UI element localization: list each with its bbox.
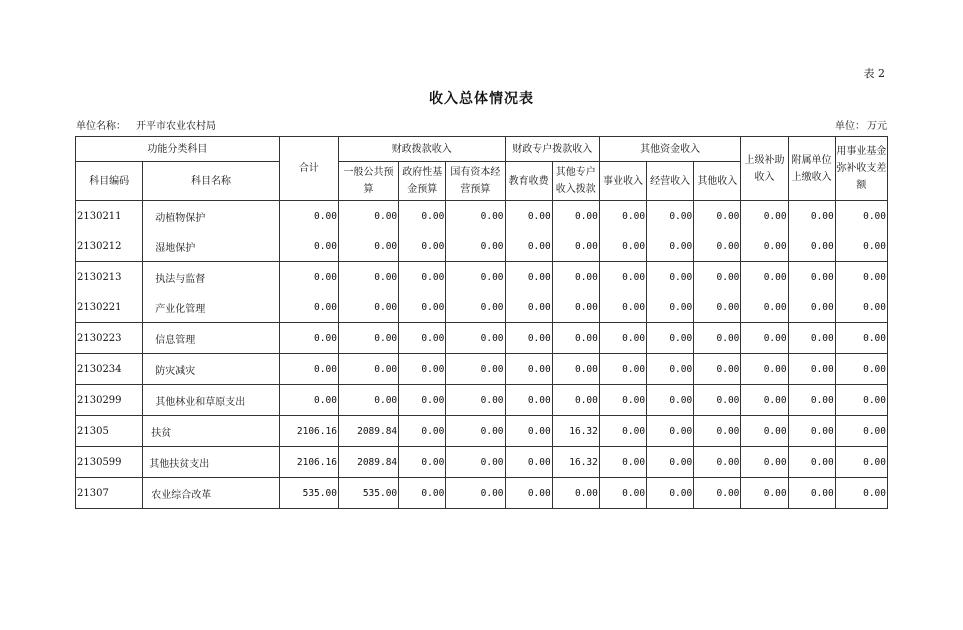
header-career-income: 事业收入 xyxy=(599,162,646,201)
subject-code-cell: 21307 xyxy=(76,478,143,509)
amount-cell: 0.00 xyxy=(647,385,694,416)
amount-cell: 0.00 xyxy=(647,292,694,323)
amount-cell: 0.00 xyxy=(647,354,694,385)
amount-cell: 0.00 xyxy=(835,416,887,447)
amount-cell: 0.00 xyxy=(446,262,505,293)
amount-cell: 0.00 xyxy=(446,354,505,385)
income-table xyxy=(75,136,888,509)
subject-name-cell: 其他林业和草原支出 xyxy=(143,385,279,416)
subject-code-cell: 2130223 xyxy=(76,323,143,354)
unit-name xyxy=(76,117,216,132)
subject-code-cell: 21305 xyxy=(76,416,143,447)
header-career-fund: 用事业基金弥补收支差额 xyxy=(835,137,887,201)
amount-cell: 0.00 xyxy=(599,416,646,447)
amount-cell: 0.00 xyxy=(338,354,398,385)
amount-cell: 0.00 xyxy=(552,292,599,323)
amount-cell: 0.00 xyxy=(599,478,646,509)
amount-cell: 0.00 xyxy=(505,231,552,262)
amount-cell: 0.00 xyxy=(505,447,552,478)
unit-name-value: 开平市农业农村局 xyxy=(136,121,216,132)
amount-cell: 0.00 xyxy=(788,201,835,232)
amount-cell: 0.00 xyxy=(599,447,646,478)
amount-cell: 0.00 xyxy=(694,231,741,262)
amount-cell: 0.00 xyxy=(647,262,694,293)
header-fiscal-alloc: 财政拨款收入 xyxy=(338,137,505,162)
amount-cell: 0.00 xyxy=(694,385,741,416)
amount-cell: 535.00 xyxy=(279,478,338,509)
header-total: 合计 xyxy=(279,137,338,201)
amount-cell: 0.00 xyxy=(505,323,552,354)
amount-cell: 0.00 xyxy=(338,385,398,416)
amount-cell: 0.00 xyxy=(741,447,788,478)
header-upper-subsidy: 上级补助收入 xyxy=(741,137,788,201)
amount-cell: 0.00 xyxy=(446,231,505,262)
amount-cell: 0.00 xyxy=(647,201,694,232)
header-state-capital: 国有资本经营预算 xyxy=(446,162,505,201)
amount-cell: 0.00 xyxy=(694,447,741,478)
table-row xyxy=(76,416,888,447)
amount-cell: 2089.84 xyxy=(338,416,398,447)
amount-cell: 0.00 xyxy=(788,354,835,385)
header-edu-fee: 教育收费 xyxy=(505,162,552,201)
amount-cell: 0.00 xyxy=(694,323,741,354)
amount-cell: 0.00 xyxy=(694,354,741,385)
amount-cell: 0.00 xyxy=(399,478,446,509)
amount-cell: 0.00 xyxy=(647,478,694,509)
amount-cell: 0.00 xyxy=(788,262,835,293)
amount-cell: 0.00 xyxy=(788,447,835,478)
amount-cell: 0.00 xyxy=(741,354,788,385)
amount-cell: 0.00 xyxy=(835,262,887,293)
amount-cell: 0.00 xyxy=(279,201,338,232)
amount-cell: 0.00 xyxy=(505,478,552,509)
table-body xyxy=(76,201,888,509)
table-row xyxy=(76,385,888,416)
header-gov-fund: 政府性基金预算 xyxy=(399,162,446,201)
table-number: 表 2 xyxy=(863,67,885,80)
amount-cell: 0.00 xyxy=(552,231,599,262)
header-other-funds: 其他资金收入 xyxy=(599,137,741,162)
amount-cell: 0.00 xyxy=(505,292,552,323)
amount-cell: 0.00 xyxy=(599,231,646,262)
amount-cell: 0.00 xyxy=(694,292,741,323)
amount-cell: 0.00 xyxy=(788,385,835,416)
amount-cell: 0.00 xyxy=(279,354,338,385)
amount-cell: 0.00 xyxy=(647,447,694,478)
amount-cell: 0.00 xyxy=(338,201,398,232)
amount-cell: 0.00 xyxy=(279,323,338,354)
subject-code-cell: 2130221 xyxy=(76,292,143,323)
amount-cell: 0.00 xyxy=(788,416,835,447)
amount-cell: 0.00 xyxy=(647,416,694,447)
amount-cell: 0.00 xyxy=(599,201,646,232)
amount-cell: 0.00 xyxy=(505,385,552,416)
amount-cell: 0.00 xyxy=(552,201,599,232)
amount-cell: 0.00 xyxy=(279,262,338,293)
amount-cell: 0.00 xyxy=(505,262,552,293)
amount-cell: 0.00 xyxy=(741,292,788,323)
amount-cell: 0.00 xyxy=(399,447,446,478)
header-func-subject: 功能分类科目 xyxy=(76,137,280,162)
page-title: 收入总体情况表 xyxy=(429,91,534,107)
amount-cell: 0.00 xyxy=(446,416,505,447)
amount-cell: 0.00 xyxy=(835,478,887,509)
amount-cell: 0.00 xyxy=(552,262,599,293)
amount-cell: 0.00 xyxy=(446,478,505,509)
subject-code-cell: 2130299 xyxy=(76,385,143,416)
amount-cell: 0.00 xyxy=(788,231,835,262)
subject-name-cell: 信息管理 xyxy=(143,323,279,354)
amount-cell: 0.00 xyxy=(694,478,741,509)
header-operating-income: 经营收入 xyxy=(647,162,694,201)
subject-name-cell: 扶贫 xyxy=(143,416,279,447)
header-general-budget: 一般公共预算 xyxy=(338,162,398,201)
amount-cell: 0.00 xyxy=(552,385,599,416)
amount-cell: 0.00 xyxy=(338,231,398,262)
subject-code-cell: 2130211 xyxy=(76,201,143,232)
amount-cell: 0.00 xyxy=(399,323,446,354)
amount-cell: 0.00 xyxy=(399,292,446,323)
currency-unit-label: 单位： xyxy=(835,121,865,132)
header-other-special: 其他专户收入拨款 xyxy=(552,162,599,201)
header-subject-code: 科目编码 xyxy=(76,162,143,201)
amount-cell: 0.00 xyxy=(399,354,446,385)
amount-cell: 0.00 xyxy=(279,385,338,416)
amount-cell: 0.00 xyxy=(446,385,505,416)
amount-cell: 0.00 xyxy=(399,231,446,262)
amount-cell: 0.00 xyxy=(835,323,887,354)
subject-name-cell: 产业化管理 xyxy=(143,292,279,323)
amount-cell: 0.00 xyxy=(835,231,887,262)
amount-cell: 2106.16 xyxy=(279,447,338,478)
amount-cell: 0.00 xyxy=(279,292,338,323)
amount-cell: 0.00 xyxy=(694,262,741,293)
table-row xyxy=(76,323,888,354)
amount-cell: 0.00 xyxy=(446,292,505,323)
amount-cell: 0.00 xyxy=(647,231,694,262)
subject-code-cell: 2130234 xyxy=(76,354,143,385)
amount-cell: 0.00 xyxy=(505,354,552,385)
amount-cell: 0.00 xyxy=(835,354,887,385)
amount-cell: 0.00 xyxy=(599,354,646,385)
subject-name-cell: 防灾减灾 xyxy=(143,354,279,385)
amount-cell: 0.00 xyxy=(399,385,446,416)
header-other-income: 其他收入 xyxy=(694,162,741,201)
amount-cell: 0.00 xyxy=(399,416,446,447)
amount-cell: 0.00 xyxy=(338,292,398,323)
amount-cell: 0.00 xyxy=(835,292,887,323)
amount-cell: 0.00 xyxy=(446,201,505,232)
subject-code-cell: 2130213 xyxy=(76,262,143,293)
amount-cell: 0.00 xyxy=(399,262,446,293)
amount-cell: 0.00 xyxy=(505,416,552,447)
amount-cell: 0.00 xyxy=(599,323,646,354)
amount-cell: 2106.16 xyxy=(279,416,338,447)
amount-cell: 0.00 xyxy=(599,292,646,323)
amount-cell: 0.00 xyxy=(741,478,788,509)
subject-name-cell: 执法与监督 xyxy=(143,262,279,293)
amount-cell: 535.00 xyxy=(338,478,398,509)
table-row xyxy=(76,201,888,232)
amount-cell: 0.00 xyxy=(694,416,741,447)
subject-code-cell: 2130212 xyxy=(76,231,143,262)
amount-cell: 0.00 xyxy=(552,478,599,509)
amount-cell: 0.00 xyxy=(446,447,505,478)
subject-name-cell: 动植物保护 xyxy=(143,201,279,232)
subject-code-cell: 2130599 xyxy=(76,447,143,478)
amount-cell: 0.00 xyxy=(694,201,741,232)
subject-name-cell: 其他扶贫支出 xyxy=(143,447,279,478)
amount-cell: 16.32 xyxy=(552,447,599,478)
amount-cell: 0.00 xyxy=(741,323,788,354)
header-fiscal-special: 财政专户拨款收入 xyxy=(505,137,599,162)
table-row xyxy=(76,292,888,323)
amount-cell: 0.00 xyxy=(599,262,646,293)
amount-cell: 0.00 xyxy=(788,323,835,354)
table-row xyxy=(76,447,888,478)
currency-unit xyxy=(835,117,887,132)
table-row xyxy=(76,262,888,293)
amount-cell: 0.00 xyxy=(279,231,338,262)
amount-cell: 0.00 xyxy=(338,323,398,354)
amount-cell: 0.00 xyxy=(835,201,887,232)
subject-name-cell: 农业综合改革 xyxy=(143,478,279,509)
amount-cell: 0.00 xyxy=(505,201,552,232)
subject-name-cell: 湿地保护 xyxy=(143,231,279,262)
amount-cell: 0.00 xyxy=(647,323,694,354)
header-subject-name: 科目名称 xyxy=(143,162,279,201)
table-row xyxy=(76,231,888,262)
amount-cell: 0.00 xyxy=(741,385,788,416)
amount-cell: 0.00 xyxy=(338,262,398,293)
amount-cell: 0.00 xyxy=(788,478,835,509)
amount-cell: 0.00 xyxy=(741,201,788,232)
table-row xyxy=(76,478,888,509)
amount-cell: 0.00 xyxy=(741,262,788,293)
amount-cell: 0.00 xyxy=(788,292,835,323)
amount-cell: 2089.84 xyxy=(338,447,398,478)
currency-unit-value: 万元 xyxy=(867,121,887,132)
amount-cell: 0.00 xyxy=(835,385,887,416)
amount-cell: 16.32 xyxy=(552,416,599,447)
amount-cell: 0.00 xyxy=(835,447,887,478)
amount-cell: 0.00 xyxy=(552,323,599,354)
amount-cell: 0.00 xyxy=(741,231,788,262)
amount-cell: 0.00 xyxy=(599,385,646,416)
unit-name-label: 单位名称： xyxy=(76,121,126,132)
amount-cell: 0.00 xyxy=(741,416,788,447)
header-affiliated: 附属单位上缴收入 xyxy=(788,137,835,201)
amount-cell: 0.00 xyxy=(552,354,599,385)
amount-cell: 0.00 xyxy=(446,323,505,354)
table-row xyxy=(76,354,888,385)
amount-cell: 0.00 xyxy=(399,201,446,232)
